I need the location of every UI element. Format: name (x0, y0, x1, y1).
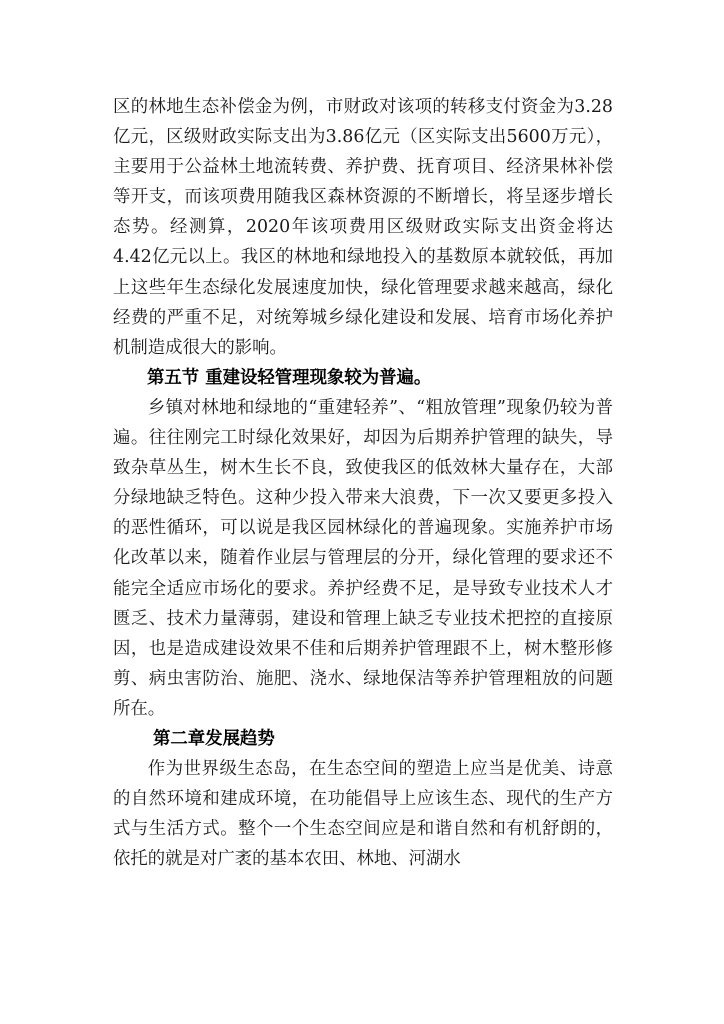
paragraph-eco-compensation: 区的林地生态补偿金为例，市财政对该项的转移支付资金为3.28亿元，区级财政实际支出为3.86亿元（区实际支出5600万元），主要用于公益林土地流转费、养护费、抚育项目、经济果林补偿等开支，而该项费用随我区森林资源的不断增长，将呈逐步增长态势。经测算，2020年该项费用区级财政实际支出资金将达4.42亿元以上。我区的林地和绿地投入的基数原本就较低，再加上这些年生态绿化发展速度加快，绿化管理要求越来越高，绿化经费的严重不足，对统筹城乡绿化建设和发展、培育市场化养护机制造成很大的影响。 (113, 97, 613, 358)
paragraph-management: 乡镇对林地和绿地的“重建轻养”、“粗放管理”现象仍较为普遍。往往刚完工时绿化效果好，却因为后期养护管理的缺失，导致杂草丛生，树木生长不良，致使我区的低效林大量存在，大部分绿地缺乏特色。这种少投入带来大浪费，下一次又要更多投入的恶性循环，可以说是我区园林绿化的普遍现象。实施养护市场化改革以来，随着作业层与管理层的分开，绿化管理的要求还不能完全适应市场化的要求。养护经费不足，是导致专业技术人才匮乏、技术力量薄弱，建设和管理上缺乏专业技术把控的直接原因，也是造成建设效果不佳和后期养护管理跟不上，树木整形修剪、病虫害防治、施肥、浇水、绿地保洁等养护管理粗放的问题所在。 (113, 397, 613, 719)
chapter-heading: 第二章发展趋势 (153, 728, 275, 749)
paragraph-development-trend: 作为世界级生态岛，在生态空间的塑造上应当是优美、诗意的自然环境和建成环境，在功能倡导上应该生态、现代的生产方式与生活方式。整个一个生态空间应是和谐自然和有机舒朗的，依托的就是对广袤的基本农田、林地、河湖水 (113, 759, 613, 870)
section-heading: 第五节 重建设轻管理现象较为普遍。 (147, 367, 432, 388)
document-body (113, 92, 613, 874)
